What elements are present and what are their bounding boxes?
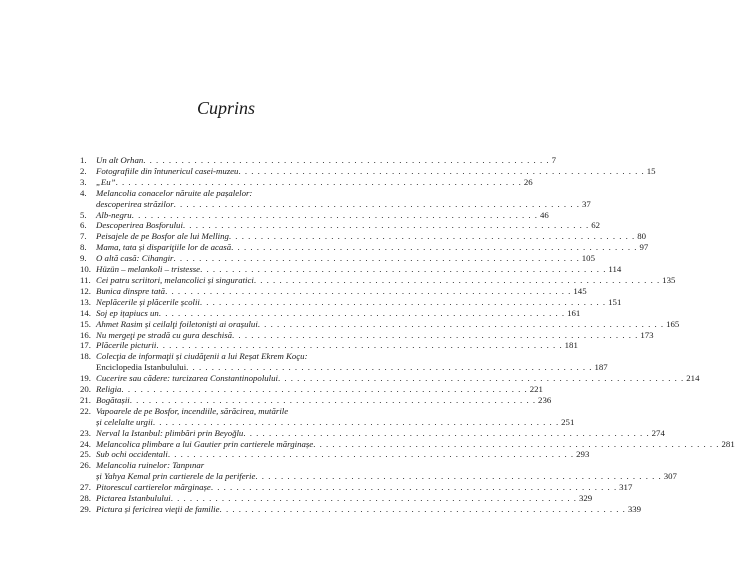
toc-entry-title: Ahmet Rasim și ceilalţi foiletoniști ai orașului bbox=[96, 318, 258, 329]
toc-entry-page: 80 bbox=[637, 231, 647, 242]
toc-entry bbox=[80, 406, 377, 417]
toc-entry-title: Sub ochi occidentali bbox=[96, 449, 168, 460]
toc-entry-number: 3. bbox=[80, 176, 87, 187]
toc-entry-title: Enciclopedia Istanbulului bbox=[96, 362, 187, 373]
toc-leader-dots: . . . . . . . . . . . . . . . . . . . . . . . . . . . . . . . . . . . . . . . . . . . . . . . . . . . . . . . . . . . . . . . . bbox=[186, 362, 593, 373]
toc-entry-number: 6. bbox=[80, 220, 87, 231]
toc-entry bbox=[80, 438, 735, 450]
toc-entry-number: 12. bbox=[80, 285, 91, 296]
toc-entry-number: 19. bbox=[80, 373, 91, 384]
toc-entry-number: 9. bbox=[80, 253, 87, 264]
toc-entry bbox=[80, 493, 593, 504]
toc-leader-dots: . . . . . . . . . . . . . . . . . . . . . . . . . . . . . . . . . . . . . . . . . . . . . . . . . . . . . . . . . . . . . . . . bbox=[200, 264, 607, 275]
toc-entry bbox=[80, 318, 680, 330]
toc-leader-dots: . . . . . . . . . . . . . . . . . . . . . . . . . . . . . . . . . . . . . . . . . . . . . . . . . . . . . . . . . . . . . . . . bbox=[228, 231, 636, 242]
toc-entry-title: Pitorescul cartierelor mărginașe bbox=[96, 482, 211, 493]
toc-entry bbox=[80, 155, 556, 166]
toc-entry-number: 2. bbox=[80, 165, 87, 176]
toc-leader-dots: . . . . . . . . . . . . . . . . . . . . . . . . . . . . . . . . . . . . . . . . . . . . . . . . . . . . . . . . . . . . . . . . bbox=[210, 482, 618, 493]
toc-entry bbox=[80, 482, 633, 493]
toc-leader-dots: . . . . . . . . . . . . . . . . . . . . . . . . . . . . . . . . . . . . . . . . . . . . . . . . . . . . . . . . . . . . . . . . bbox=[313, 438, 720, 449]
toc-entry-title: Nerval la Istanbul: plimbări prin Beyoğlu bbox=[96, 427, 244, 438]
toc-entry-page: 165 bbox=[666, 318, 680, 329]
toc-entry-title: O altă casă: Cihangir bbox=[96, 253, 174, 264]
toc-entry-title: Melancolia conacelor năruite ale pașalelor: bbox=[96, 187, 253, 198]
toc-leader-dots: . . . . . . . . . . . . . . . . . . . . . . . . . . . . . . . . . . . . . . . . . . . . . . . . . . . . . . . . . . . . . . . . bbox=[255, 471, 662, 482]
toc-entry-number: 14. bbox=[80, 307, 91, 318]
toc-entry bbox=[80, 231, 647, 242]
toc-leader-dots: . . . . . . . . . . . . . . . . . . . . . . . . . . . . . . . . . . . . . . . . . . . . . . . . . . . . . . . . . . . . . . . . bbox=[238, 165, 645, 176]
table-of-contents bbox=[80, 155, 735, 515]
toc-entry-title: Un alt Orhan bbox=[96, 155, 144, 165]
toc-entry-title: Cucerire sau cădere: turcizarea Constantinopolului bbox=[96, 373, 278, 384]
toc-leader-dots: . . . . . . . . . . . . . . . . . . . . . . . . . . . . . . . . . . . . . . . . . . . . . . . . . . . . . . . . . . . . . . . . bbox=[156, 340, 563, 351]
toc-entry bbox=[80, 460, 377, 471]
toc-entry-number: 18. bbox=[80, 351, 91, 362]
toc-entry-number: 8. bbox=[80, 242, 87, 253]
toc-entry-page: 274 bbox=[651, 427, 665, 438]
toc-entry-number: 26. bbox=[80, 460, 91, 471]
toc-leader-dots: . . . . . . . . . . . . . . . . . . . . . . . . . . . . . . . . . . . . . . . . . . . . . . . . . . . . . . . . . . . . . . . . bbox=[167, 449, 575, 460]
toc-entry-page: 307 bbox=[663, 471, 677, 482]
toc-entry-title: Colecţia de informaţii și ciudăţenii a lui Reșat Ekrem Koçu: bbox=[96, 351, 308, 362]
toc-entry bbox=[80, 329, 654, 341]
toc-entry-title: Mama, tata și dispariţiile lor de acasă bbox=[96, 242, 232, 253]
toc-entry bbox=[80, 165, 656, 177]
toc-entry-page: 281 bbox=[721, 438, 735, 449]
toc-leader-dots: . . . . . . . . . . . . . . . . . . . . . . . . . . . . . . . . . . . . . . . . . . . . . . . . . . . . . . . . . . . . . . . . bbox=[232, 329, 639, 340]
toc-entry-page: 135 bbox=[662, 274, 676, 285]
toc-entry-title: Melancolia ruinelor: Tanpınar bbox=[96, 460, 205, 471]
toc-entry-title: Descoperirea Bosforului bbox=[96, 220, 183, 231]
toc-entry-title: Bogătașii bbox=[96, 394, 130, 405]
toc-leader-dots: . . . . . . . . . . . . . . . . . . . . . . . . . . . . . . . . . . . . . . . . . . . . . . . . . . . . . . . . . . . . . . . . bbox=[173, 198, 580, 209]
toc-entry-title: Hüzün – melankoli – tristesse bbox=[96, 264, 201, 275]
toc-entry-page: 251 bbox=[561, 416, 575, 427]
toc-leader-dots: . . . . . . . . . . . . . . . . . . . . . . . . . . . . . . . . . . . . . . . . . . . . . . . . . . . . . . . . . . . . . . . . bbox=[115, 176, 522, 187]
toc-entry bbox=[80, 416, 575, 428]
toc-entry-title: Bunica dinspre tată bbox=[96, 285, 166, 296]
toc-entry-title: Melancolica plimbare a lui Gautier prin cartierele mărginașe bbox=[96, 438, 314, 449]
toc-entry-title: și Yahya Kemal prin cartierele de la periferie bbox=[96, 471, 256, 482]
toc-entry-page: 151 bbox=[608, 296, 622, 307]
toc-entry-page: 62 bbox=[591, 220, 601, 231]
toc-entry-number: 22. bbox=[80, 405, 91, 416]
page-title: Cuprins bbox=[196, 98, 256, 118]
toc-entry-number: 10. bbox=[80, 264, 91, 275]
toc-entry-number: 17. bbox=[80, 340, 91, 351]
toc-entry bbox=[80, 253, 595, 264]
toc-entry-number: 25. bbox=[80, 449, 91, 460]
toc-leader-dots: . . . . . . . . . . . . . . . . . . . . . . . . . . . . . . . . . . . . . . . . . . . . . . . . . . . . . . . . . . . . . . . . bbox=[131, 209, 538, 220]
toc-entry bbox=[80, 285, 587, 297]
toc-leader-dots: . . . . . . . . . . . . . . . . . . . . . . . . . . . . . . . . . . . . . . . . . . . . . . . . . . . . . . . . . . . . . . . . bbox=[152, 416, 560, 427]
toc-entry bbox=[80, 471, 677, 482]
toc-entry-page: 221 bbox=[529, 384, 543, 395]
toc-entry-page: 339 bbox=[627, 504, 642, 514]
toc-entry-number: 15. bbox=[80, 318, 91, 329]
toc-entry-number: 5. bbox=[80, 209, 87, 220]
toc-leader-dots: . . . . . . . . . . . . . . . . . . . . . . . . . . . . . . . . . . . . . . . . . . . . . . . . . . . . . . . . . . . . . . . . bbox=[199, 296, 607, 307]
toc-entry-page: 97 bbox=[639, 242, 649, 253]
toc-entry-title: descoperirea străzilor bbox=[96, 198, 174, 209]
toc-entry-page: 46 bbox=[539, 209, 549, 220]
toc-entry-title: Fotografiile din întunericul casei-muzeu bbox=[96, 165, 239, 176]
toc-entry-page: 15 bbox=[646, 165, 656, 176]
toc-entry-number: 20. bbox=[80, 384, 91, 395]
toc-entry bbox=[80, 296, 622, 308]
toc-entry-number: 13. bbox=[80, 296, 91, 307]
toc-entry bbox=[80, 209, 549, 221]
toc-leader-dots: . . . . . . . . . . . . . . . . . . . . . . . . . . . . . . . . . . . . . . . . . . . . . . . . . . . . . . . . . . . . . . . . bbox=[219, 504, 626, 514]
toc-entry bbox=[80, 274, 676, 286]
toc-entry-title: Soj ep ițapiucs un bbox=[96, 307, 159, 318]
toc-entry-title: Pictarea Istanbulului bbox=[96, 493, 171, 504]
toc-leader-dots: . . . . . . . . . . . . . . . . . . . . . . . . . . . . . . . . . . . . . . . . . . . . . . . . . . . . . . . . . . . . . . . . bbox=[143, 155, 550, 165]
toc-entry-number: 29. bbox=[80, 504, 91, 514]
toc-entry-page: 7 bbox=[551, 155, 556, 165]
toc-entry bbox=[80, 449, 590, 460]
toc-entry-title: Nu mergeţi pe stradă cu gura deschisă bbox=[96, 329, 233, 340]
toc-entry-title: Pictura și fericirea vieţii de familie bbox=[96, 504, 220, 514]
toc-entry bbox=[80, 504, 642, 515]
toc-leader-dots: . . . . . . . . . . . . . . . . . . . . . . . . . . . . . . . . . . . . . . . . . . . . . . . . . . . . . . . . . . . . . . . . bbox=[182, 220, 590, 231]
toc-entry bbox=[80, 362, 608, 373]
toc-entry-title: Vapoarele de pe Bosfor, incendiile, sărăcirea, mutările bbox=[96, 405, 289, 416]
toc-leader-dots: . . . . . . . . . . . . . . . . . . . . . . . . . . . . . . . . . . . . . . . . . . . . . . . . . . . . . . . . . . . . . . . . bbox=[165, 285, 572, 296]
toc-entry bbox=[80, 264, 622, 275]
toc-entry bbox=[80, 188, 377, 199]
toc-entry-number: 28. bbox=[80, 493, 91, 504]
toc-entry-title: Alb-negru bbox=[96, 209, 132, 220]
toc-leader-dots: . . . . . . . . . . . . . . . . . . . . . . . . . . . . . . . . . . . . . . . . . . . . . . . . . . . . . . . . . . . . . . . . bbox=[121, 384, 528, 395]
toc-leader-dots: . . . . . . . . . . . . . . . . . . . . . . . . . . . . . . . . . . . . . . . . . . . . . . . . . . . . . . . . . . . . . . . . bbox=[170, 493, 577, 504]
toc-entry bbox=[80, 198, 591, 210]
toc-entry bbox=[80, 242, 649, 253]
toc-entry-page: 173 bbox=[640, 329, 654, 340]
toc-leader-dots: . . . . . . . . . . . . . . . . . . . . . . . . . . . . . . . . . . . . . . . . . . . . . . . . . . . . . . . . . . . . . . . . bbox=[277, 373, 685, 384]
toc-leader-dots: . . . . . . . . . . . . . . . . . . . . . . . . . . . . . . . . . . . . . . . . . . . . . . . . . . . . . . . . . . . . . . . . bbox=[243, 427, 650, 438]
toc-leader-dots: . . . . . . . . . . . . . . . . . . . . . . . . . . . . . . . . . . . . . . . . . . . . . . . . . . . . . . . . . . . . . . . . bbox=[129, 394, 537, 405]
toc-entry-page: 181 bbox=[564, 340, 578, 351]
toc-entry-page: 145 bbox=[573, 285, 587, 296]
toc-entry bbox=[80, 373, 700, 384]
toc-entry-page: 317 bbox=[619, 482, 633, 493]
toc-leader-dots: . . . . . . . . . . . . . . . . . . . . . . . . . . . . . . . . . . . . . . . . . . . . . . . . . . . . . . . . . . . . . . . . bbox=[257, 318, 665, 329]
toc-entry-number: 27. bbox=[80, 482, 91, 493]
toc-entry-title: și celelalte urgii bbox=[96, 416, 153, 427]
toc-entry-page: 214 bbox=[686, 373, 700, 384]
toc-entry-number: 11. bbox=[80, 274, 91, 285]
toc-entry-title: Plăcerile picturii bbox=[96, 340, 157, 351]
toc-entry-number: 16. bbox=[80, 329, 91, 340]
toc-entry-title: Cei patru scriitori, melancolici și singuratici bbox=[96, 274, 254, 285]
toc-entry-page: 329 bbox=[579, 493, 593, 504]
toc-entry-title: „Eu” bbox=[96, 176, 116, 187]
toc-entry-page: 161 bbox=[567, 307, 581, 318]
toc-entry-page: 293 bbox=[576, 449, 590, 460]
toc-leader-dots: . . . . . . . . . . . . . . . . . . . . . . . . . . . . . . . . . . . . . . . . . . . . . . . . . . . . . . . . . . . . . . . . bbox=[173, 253, 580, 264]
toc-entry-number: 4. bbox=[80, 187, 87, 198]
toc-entry-number: 21. bbox=[80, 394, 91, 405]
toc-entry-page: 114 bbox=[608, 264, 622, 275]
toc-entry-number: 7. bbox=[80, 231, 87, 242]
toc-entry bbox=[80, 307, 581, 319]
toc-entry-number: 1. bbox=[80, 155, 87, 165]
toc-entry-page: 236 bbox=[538, 394, 552, 405]
toc-entry-number: 24. bbox=[80, 438, 91, 449]
toc-entry bbox=[80, 384, 543, 395]
toc-entry-page: 37 bbox=[581, 198, 591, 209]
toc-entry bbox=[80, 176, 533, 188]
toc-entry-page: 105 bbox=[581, 253, 595, 264]
toc-entry-page: 26 bbox=[523, 176, 533, 187]
toc-entry-number: 23. bbox=[80, 427, 91, 438]
toc-entry-title: Religia bbox=[96, 384, 122, 395]
toc-leader-dots: . . . . . . . . . . . . . . . . . . . . . . . . . . . . . . . . . . . . . . . . . . . . . . . . . . . . . . . . . . . . . . . . bbox=[231, 242, 638, 253]
toc-entry bbox=[80, 220, 601, 231]
toc-entry-title: Peisajele de pe Bosfor ale lui Melling bbox=[96, 231, 229, 242]
toc-leader-dots: . . . . . . . . . . . . . . . . . . . . . . . . . . . . . . . . . . . . . . . . . . . . . . . . . . . . . . . . . . . . . . . . bbox=[158, 307, 566, 318]
toc-entry bbox=[80, 427, 665, 439]
toc-entry bbox=[80, 394, 552, 406]
toc-entry bbox=[80, 340, 578, 351]
toc-leader-dots: . . . . . . . . . . . . . . . . . . . . . . . . . . . . . . . . . . . . . . . . . . . . . . . . . . . . . . . . . . . . . . . . bbox=[253, 274, 661, 285]
toc-entry-page: 187 bbox=[594, 362, 608, 373]
toc-entry bbox=[80, 351, 377, 362]
toc-entry-title: Neplăcerile și plăcerile școlii bbox=[96, 296, 200, 307]
